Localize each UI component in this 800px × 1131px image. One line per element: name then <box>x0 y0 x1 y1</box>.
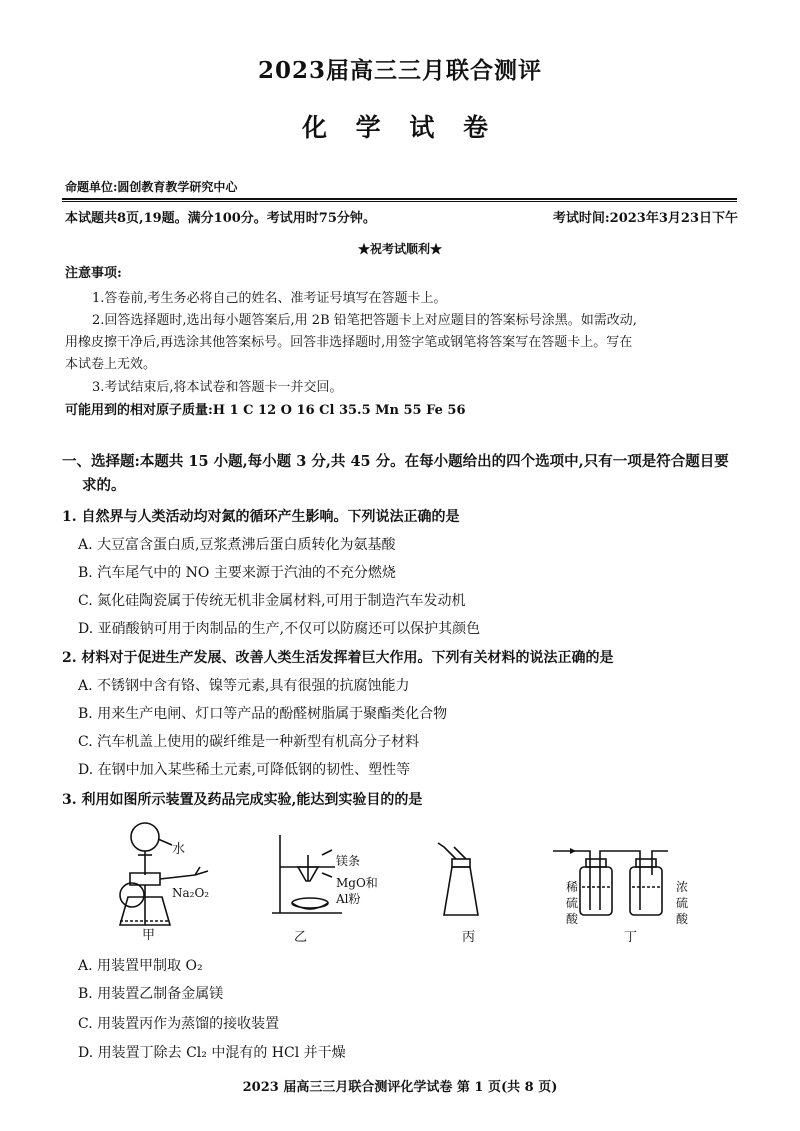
label-conc-1: 浓 <box>676 880 689 894</box>
label-dilute-1: 稀 <box>566 880 579 894</box>
q2-stem: 2. 材料对于促进生产发展、改善人类生活发挥着巨大作用。下列有关材料的说法正确的是 <box>62 650 614 666</box>
q1-option-a: A. 大豆富含蛋白质,豆浆煮沸后蛋白质转化为氨基酸 <box>78 537 396 553</box>
subject-title: 化 学 试 卷 <box>301 113 499 142</box>
label-bing: 丙 <box>462 930 476 945</box>
q2-option-c: C. 汽车机盖上使用的碳纤维是一种新型有机高分子材料 <box>78 734 420 750</box>
header-rule-thin <box>62 201 737 202</box>
note-2-line-1: 2.回答选择题时,选出每小题答案后,用 2B 铅笔把答题卡上对应题目的答案标号涂黑。如需改动, <box>92 313 637 328</box>
header-rule <box>62 198 737 200</box>
section-heading-line-1: 一、选择题:本题共 15 小题,每小题 3 分,共 45 分。在每小题给出的四个选项中,只有一项是符合题目要 <box>62 453 729 470</box>
note-1: 1.答卷前,考生务必将自己的姓名、准考证号填写在答题卡上。 <box>92 291 447 306</box>
q2-option-b: B. 用来生产电闸、灯口等产品的酚醛树脂属于聚酯类化合物 <box>78 706 448 722</box>
label-dilute-3: 酸 <box>566 912 579 926</box>
apparatus-bing <box>438 843 478 915</box>
q3-option-c: C. 用装置丙作为蒸馏的接收装置 <box>78 1016 280 1032</box>
q1-option-b: B. 汽车尾气中的 NO 主要来源于汽油的不充分燃烧 <box>78 565 396 581</box>
label-mgo-al-2: Al粉 <box>336 892 361 906</box>
exam-info: 本试题共8页,19题。满分100分。考试用时75分钟。 <box>65 211 376 226</box>
q2-option-d: D. 在钢中加入某些稀土元素,可降低钢的韧性、塑性等 <box>78 762 411 778</box>
label-water: 水 <box>172 842 186 857</box>
note-3: 3.考试结束后,将本试卷和答题卡一并交回。 <box>92 380 343 395</box>
exam-title: 2023届高三三月联合测评 <box>257 57 542 84</box>
q2-option-a: A. 不锈钢中含有铬、镍等元素,具有很强的抗腐蚀能力 <box>78 678 410 694</box>
exam-time: 考试时间:2023年3月23日下午 <box>552 211 738 226</box>
section-heading-line-2: 求的。 <box>82 477 126 494</box>
label-conc-3: 酸 <box>676 912 689 926</box>
apparatus-yi <box>272 835 342 913</box>
label-na2o2: Na₂O₂ <box>172 886 210 900</box>
q1-option-c: C. 氮化硅陶瓷属于传统无机非金属材料,可用于制造汽车发动机 <box>78 593 466 609</box>
label-jia: 甲 <box>142 928 156 943</box>
atomic-masses: 可能用到的相对原子质量:H 1 C 12 O 16 Cl 35.5 Mn 55 Fe 56 <box>65 403 466 418</box>
label-mg-strip: 镁条 <box>336 854 361 868</box>
note-2-line-2: 用橡皮擦干净后,再选涂其他答案标号。回答非选择题时,用签字笔或钢笔将答案写在答题卡上。写在 <box>65 335 633 350</box>
question-setter: 命题单位:圆创教育教学研究中心 <box>65 180 238 194</box>
q3-option-b: B. 用装置乙制备金属镁 <box>78 986 224 1002</box>
apparatus-jia <box>120 823 208 925</box>
label-mgo-al-1: MgO和 <box>336 876 378 890</box>
q3-option-d: D. 用装置丁除去 Cl₂ 中混有的 HCl 并干燥 <box>78 1045 346 1061</box>
q1-stem: 1. 自然界与人类活动均对氮的循环产生影响。下列说法正确的是 <box>62 509 460 525</box>
q3-stem: 3. 利用如图所示装置及药品完成实验,能达到实验目的的是 <box>62 792 423 808</box>
label-yi: 乙 <box>294 930 308 945</box>
page-footer: 2023 届高三三月联合测评化学试卷 第 1 页(共 8 页) <box>242 1080 558 1095</box>
notes-heading: 注意事项: <box>65 266 122 281</box>
label-ding: 丁 <box>624 930 638 945</box>
label-conc-2: 硫 <box>676 896 689 910</box>
label-dilute-2: 硫 <box>566 896 579 910</box>
note-2-line-3: 本试卷上无效。 <box>65 357 157 372</box>
q3-option-a: A. 用装置甲制取 O₂ <box>78 958 203 974</box>
q1-option-d: D. 亚硝酸钠可用于肉制品的生产,不仅可以防腐还可以保护其颜色 <box>78 621 481 637</box>
good-luck-banner: ★祝考试顺利★ <box>357 242 442 256</box>
